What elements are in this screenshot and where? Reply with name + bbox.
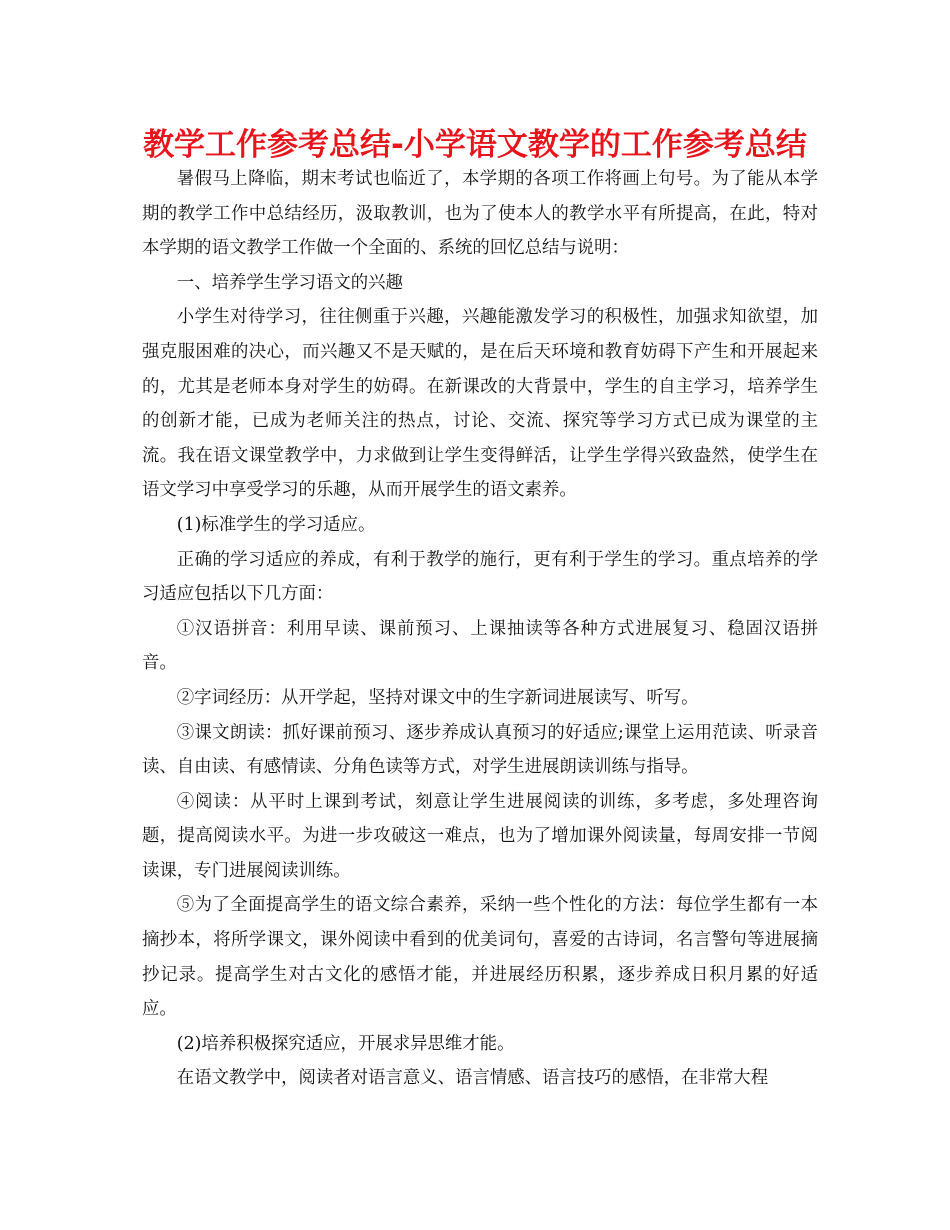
subsection-heading-2: (2)培养积极探究适应，开展求异思维才能。 [176, 1033, 515, 1054]
paragraph-interest: 小学生对待学习，往往侧重于兴趣，兴趣能激发学习的积极性，加强求知欲望，加强克服困难的决心，而兴趣又不是天赋的，是在后天环境和教育妨碍下产生和开展起来的，尤其是老师本身对学生的妨碍。在新课改的大背景中，学生的自主学习，培养学生的创新才能，已成为老师关注的热点，讨论、交流、探究等学习方式已成为课堂的主流。我在语文课堂教学中，力求做到让学生变得鲜活，让学生学得兴致盎然，使学生在语文学习中享受学习的乐趣，从而开展学生的语文素养。 [142, 307, 818, 501]
document-title: 教学工作参考总结-小学语文教学的工作参考总结 [143, 127, 807, 163]
subsection-heading-1: (1)标准学生的学习适应。 [176, 514, 376, 535]
list-item-reading: ④阅读：从平时上课到考试，刻意让学生进展阅读的训练，多考虑，多处理咨询题，提高阅读水平。为进一步攻破这一难点，也为了增加课外阅读量，每周安排一节阅读课，专门进展阅读训练。 [142, 791, 818, 881]
paragraph-intro: 暑假马上降临，期末考试也临近了，本学期的各项工作将画上句号。为了能从本学期的教学工作中总结经历，汲取教训，也为了使本人的教学水平有所提高，在此，特对本学期的语文教学工作做一个全面的、系统的回忆总结与说明： [142, 169, 818, 259]
list-item-excerpts: ⑤为了全面提高学生的语文综合素养，采纳一些个性化的方法：每位学生都有一本摘抄本，将所学课文，课外阅读中看到的优美词句，喜爱的古诗词，名言警句等进展摘抄记录。提高学生对古文化的感悟才能，并进展经历积累，逐步养成日积月累的好适应。 [142, 895, 818, 1020]
list-item-pinyin: ①汉语拼音：利用早读、课前预习、上课抽读等各种方式进展复习、稳固汉语拼音。 [142, 618, 818, 674]
list-item-words: ②字词经历：从开学起，坚持对课文中的生字新词进展读写、听写。 [176, 687, 699, 708]
section-heading-1: 一、培养学生学习语文的兴趣 [176, 272, 403, 293]
document-body [142, 162, 818, 1096]
paragraph-habits: 正确的学习适应的养成，有利于教学的施行，更有利于学生的学习。重点培养的学习适应包括以下几方面： [142, 549, 818, 605]
paragraph-perception: 在语文教学中，阅读者对语言意义、语言情感、语言技巧的感悟，在非常大程 [176, 1068, 769, 1089]
list-item-reading-aloud: ③课文朗读：抓好课前预习、逐步养成认真预习的好适应;课堂上运用范读、听录音读、自由读、有感情读、分角色读等方式，对学生进展朗读训练与指导。 [142, 722, 818, 778]
